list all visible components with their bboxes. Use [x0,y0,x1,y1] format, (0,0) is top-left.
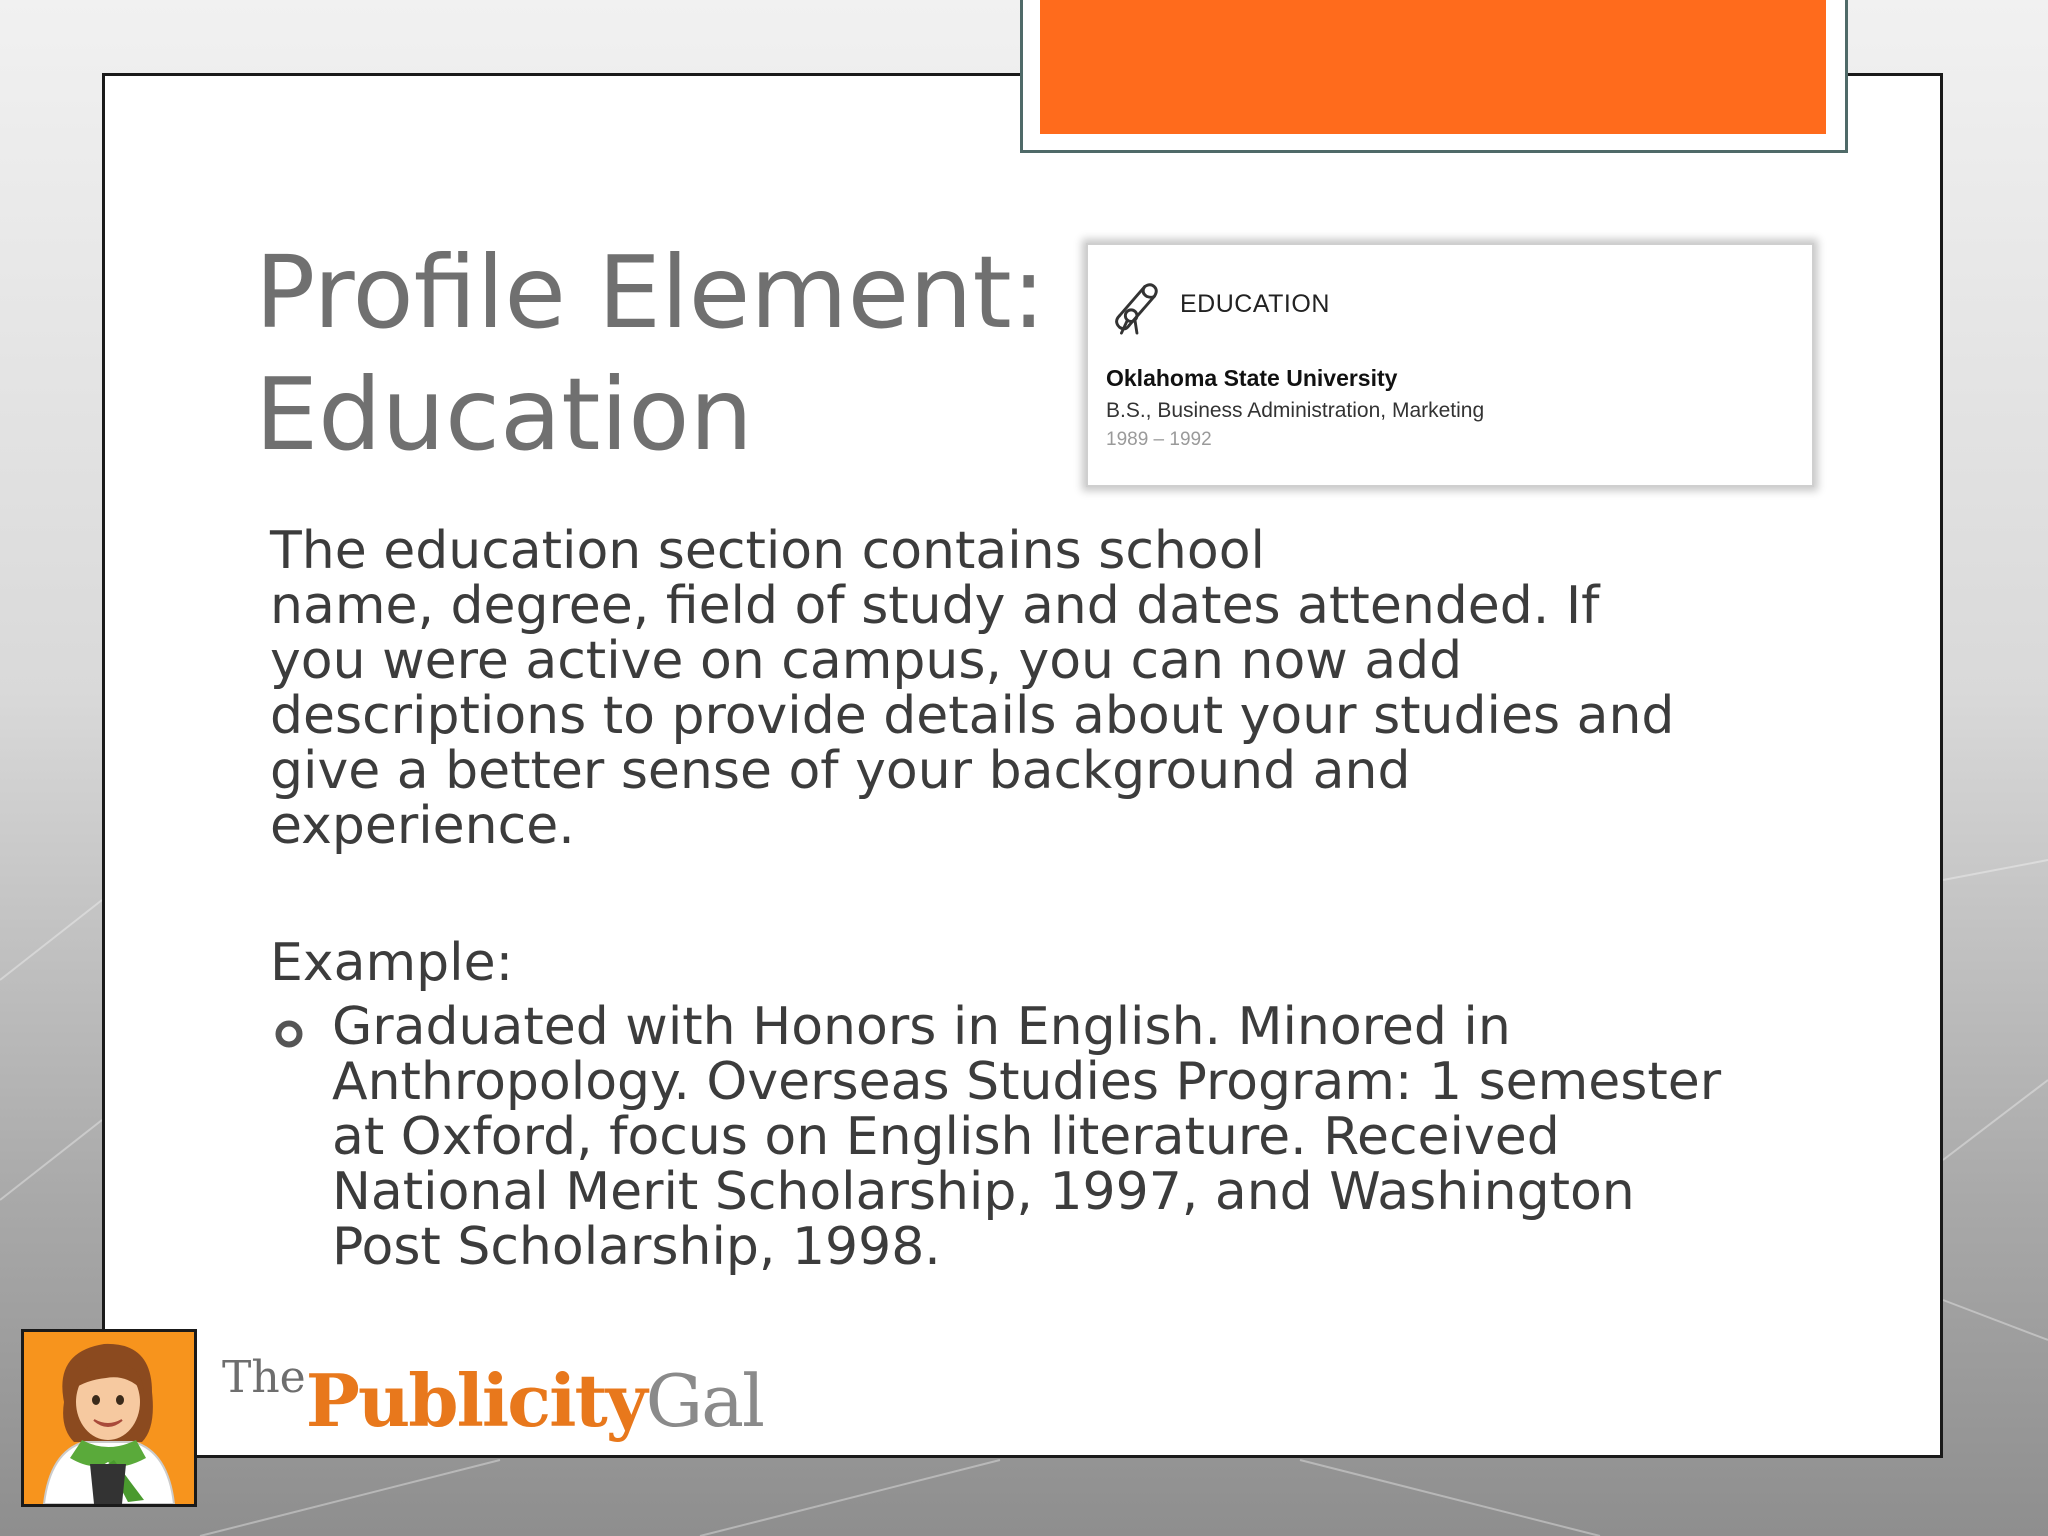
logo-publicity: Publicity [305,1358,646,1443]
body-line: name, degree, field of study and dates attended. If [270,576,1600,636]
body-paragraph [270,521,1790,856]
bullet-line: National Merit Scholarship, 1997, and Washington [332,1162,1635,1222]
body-line: give a better sense of your background and [270,741,1411,801]
body-line: descriptions to provide details about your studies and [270,686,1675,746]
logo-the: The [222,1352,306,1403]
example-bullet [332,997,1852,1277]
degree-text: B.S., Business Administration, Marketing [1106,399,1485,422]
cartoon-woman-icon [24,1332,194,1504]
example-label: Example: [270,933,514,993]
dates-attended: 1989 – 1992 [1106,429,1212,450]
title-line-1: Profile Element: [255,234,1046,351]
bullet-line: Post Scholarship, 1998. [332,1217,941,1277]
accent-bar [1040,0,1826,134]
logo-gal: Gal [645,1359,764,1443]
bullet-line: at Oxford, focus on English literature. Received [332,1107,1560,1167]
bullet-line: Graduated with Honors in English. Minored in [332,997,1511,1057]
body-line: you were active on campus, you can now add [270,631,1463,691]
publicity-gal-logo [222,1352,764,1443]
bullet-line: Anthropology. Overseas Studies Program: 1 semester [332,1052,1722,1112]
slide-title [255,232,1055,476]
education-card [1086,243,1814,487]
school-name: Oklahoma State University [1106,365,1398,391]
body-line: The education section contains school [270,521,1265,581]
body-line: experience. [270,796,575,856]
education-heading: EDUCATION [1180,290,1330,318]
logo-avatar [21,1329,197,1507]
bullet-ring-icon [274,1019,304,1049]
title-line-2: Education [255,356,753,473]
diploma-icon [1106,277,1164,335]
